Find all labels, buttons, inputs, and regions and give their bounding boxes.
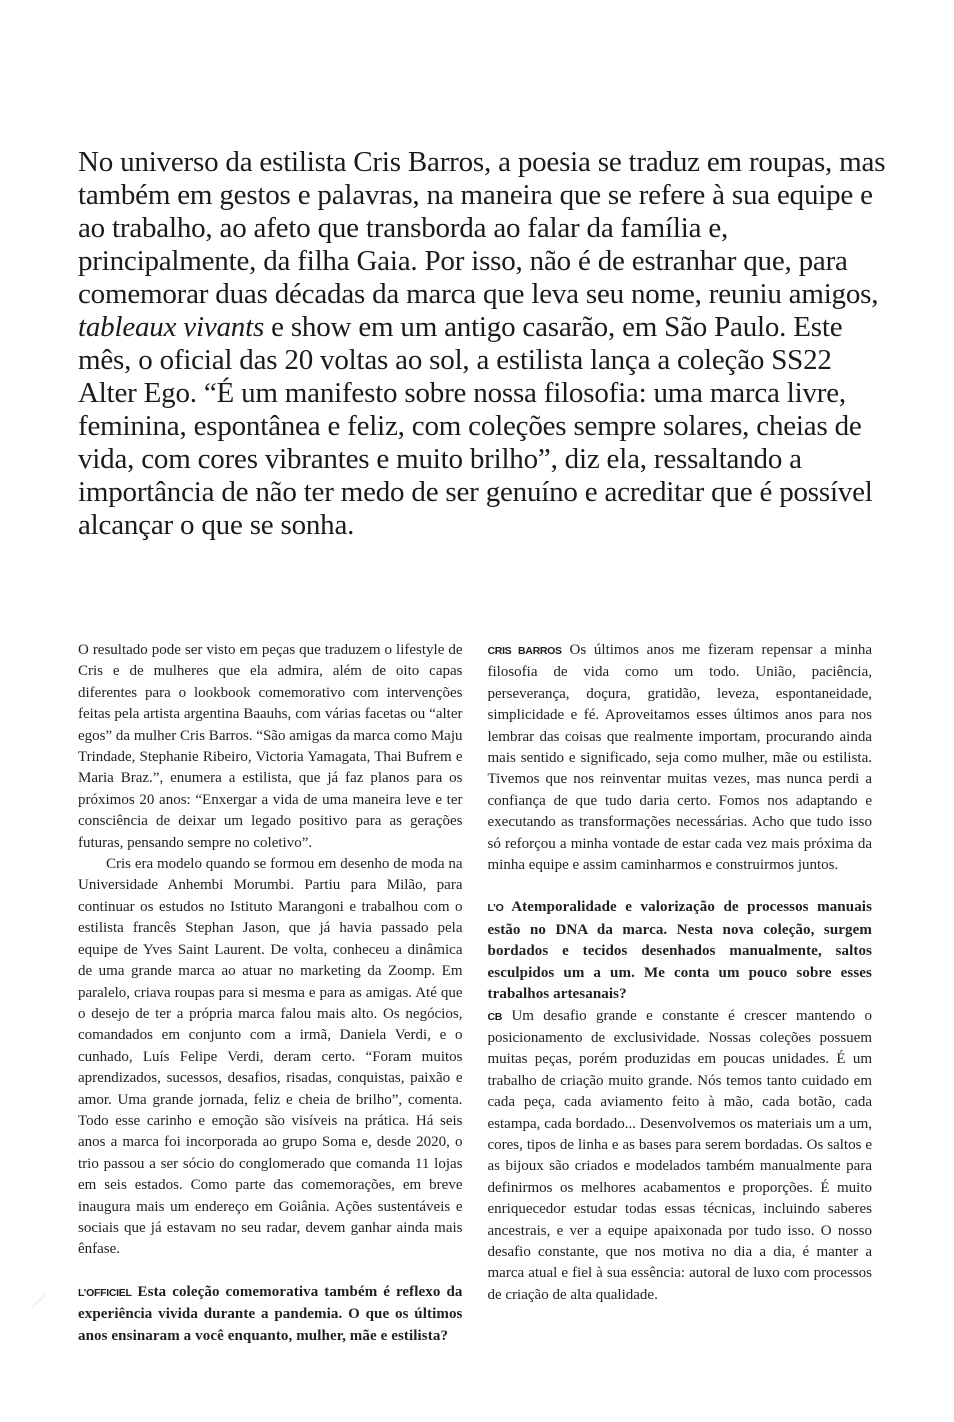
body-paragraph (78, 640, 463, 854)
scan-artifact-mark (32, 1294, 46, 1308)
interview-question (488, 897, 873, 1005)
paragraph-text: O resultado pode ser visto em peças que traduzem o lifestyle de Cris e de mulheres que ela admira, além de oito capas diferentes para o lookbook comemorativo com intervenções feitas pela artista argentina Baauhs, com várias facetas ou “alter egos” da mulher Cris Barros. “São amigas da marca como Maju Trindade, Stephanie Ribeiro, Victoria Yamagata, Thai Bufrem e Maria Braz.”, enumera a estilista, que já faz planos para os próximos 20 anos: “Enxergar a vida de uma maneira leve e ter consciência de deixar um legado positivo para as gerações futuras, pensando sempre no coletivo”. (78, 642, 463, 851)
speaker-tag: L’OFFICIEL (78, 1286, 132, 1299)
speaker-tag: CRIS BARROS (487, 645, 562, 657)
headline-intro (78, 146, 886, 542)
article-column-right (488, 640, 873, 1347)
article-column-left (78, 640, 463, 1347)
paragraph-text: Um desafio grande e constante é crescer mantendo o posicionamento de exclusividade. Nossas coleções possuem muitas peças, porém produzidas em poucas unidades. É um trabalho de criação muito grande. Nós temos tanto cuidado em cada peça, cada aviamento feito à mão, cada botão, cada estampa, cada bordado... Desenvolvemos os materiais um a um, cores, tipos de linha e as bases para serem bordadas. Os saltos e as bijoux são criados e modelados também manualmente para definirmos os melhores acabamentos e proporções. É muito enriquecedor estudar todas essas técnicas, incluindo saberes ancestrais, e ver a equipe apaixonada por tudo isso. O nosso desafio constante, que nos motiva no dia a dia, é manter a marca atual e fiel à sua essência: autoral de luxo com processos de criação de alta qualidade. (487, 1007, 872, 1303)
paragraph-text: Os últimos anos me fizeram repensar a minha filosofia de vida como um todo. União, paciência, perseverança, doçura, gratidão, leveza, espontaneidade, simplicidade e fé. Aproveitamos esses últimos anos para nos lembrar das coisas que realmente importam, procurando ainda mais sentido e significado, seja como mulher, mãe ou estilista. Tivemos que nos reinventar muitas vezes, mas nunca perdi a confiança de que tudo daria certo. Fomos nos adaptando e executando as transformações necessárias. Acho que tudo isso só reforçou a minha vontade de estar cada vez mais próxima da minha equipe e assim caminharmos e construirmos juntos. (487, 642, 873, 874)
headline-segment: e show em um antigo casarão, em São Paulo. Este mês, o oficial das 20 voltas ao sol, a estilista lança a coleção SS22 Alter Ego. “É um manifesto sobre nossa filosofia: uma marca livre, feminina, espontânea e feliz, com coleções sempre solares, cheias de vida, com cores vibrantes e muito brilho”, diz ela, ressaltando a importância de não ter medo de ser genuíno e acreditar que é possível alcançar o que se sonha. (78, 311, 873, 541)
paragraph-text: Esta coleção comemorativa também é reflexo da experiência vivida durante a pandemia. O que os últimos anos ensinaram a você enquanto, mulher, mãe e estilista? (78, 1283, 463, 1344)
speaker-tag: CB (487, 1010, 503, 1023)
interview-question (78, 1282, 463, 1347)
paragraph-text: Cris era modelo quando se formou em desenho de moda na Universidade Anhembi Morumbi. Partiu para Milão, para continuar os estudos no Istituto Marangoni e trabalhou com o estilista francês Stephan Jason, que já havia passado pela equipe de Yves Saint Laurent. De volta, conheceu a dinâmica de uma grande marca ao atuar no marketing da Zoomp. Em paralelo, criava roupas para si mesma e para as amigas. Até que o desejo de ter a própria marca falou mais alto. Os negócios, comandados em conjunto com a irmã, Daniela Verdi, e o cunhado, Luís Felipe Verdi, deram certo. “Foram muitos aprendizados, sucessos, desafios, risadas, conquistas, paixão e amor. Uma grande jornada, feliz e cheia de brilho”, comenta. Todo esse carinho e emoção são visíveis na prática. Há seis anos a marca foi incorporada ao grupo Soma e, desde 2020, o trio passou a ser sócio do conglomerado que comanda 11 lojas em seis estados. Como parte das comemorações, em breve inaugura mais um endereço em Goiânia. Ações sustentáveis e sociais que já estavam no seu radar, devem ganhar ainda mais ênfase. (78, 856, 463, 1258)
headline-segment: No universo da estilista Cris Barros, a poesia se traduz em roupas, mas também em gestos e palavras, na maneira que se refere à sua equipe e ao trabalho, ao afeto que transborda ao falar da família e, principalmente, da filha Gaia. Por isso, não é de estranhar que, para comemorar duas décadas da marca que leva seu nome, reuniu amigos, (78, 146, 886, 310)
headline-segment: tableaux vivants (78, 311, 265, 343)
article-columns (78, 640, 872, 1347)
paragraph-text: Atemporalidade e valorização de processos manuais estão no DNA da marca. Nesta nova coleção, surgem bordados e tecidos desenhados manualmente, saltos esculpidos um a um. Me conta um pouco sobre esses trabalhos artesanais? (487, 899, 873, 1003)
body-paragraph (78, 854, 463, 1261)
interview-answer (488, 640, 873, 876)
interview-answer (488, 1006, 873, 1307)
speaker-tag: L’O (487, 902, 504, 915)
